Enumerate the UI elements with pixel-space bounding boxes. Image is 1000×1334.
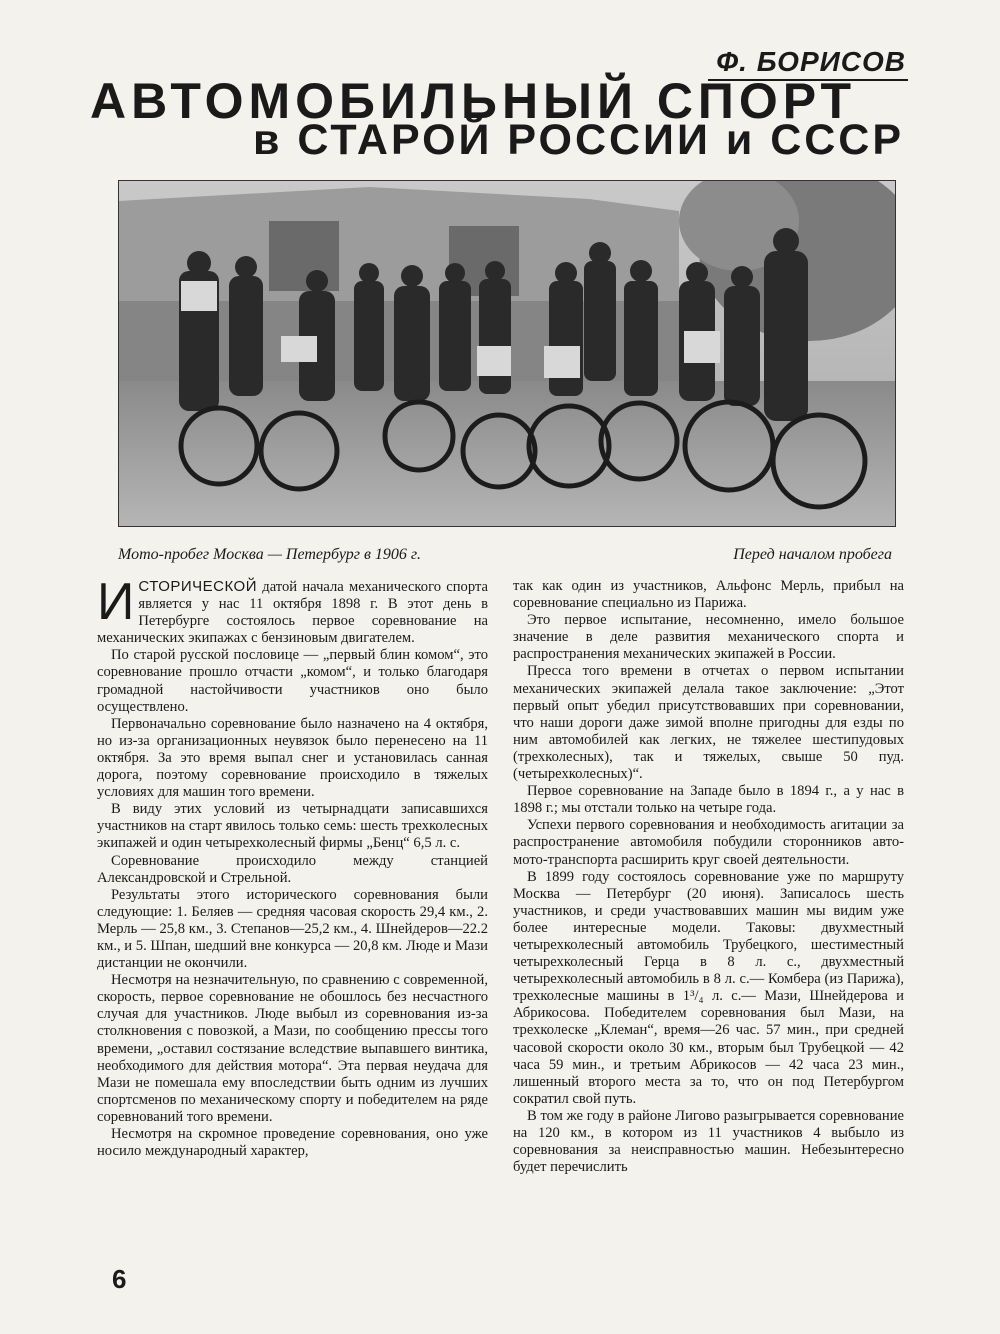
paragraph: Несмотря на незначительную, по сравнению с современной, скорость, первое соревнование не обошлось без несчастного случая для участников. Люде выбыл из соревнования из-за столкновения с повозкой, а Мази, по сообщению прессы того времени, „оставил состязание вследствие выпавшего винтика, необходимого для действия мотора“. Эта первая неудача для Мази не помешала ему впоследствии быть одним из лучших спортсменов по механическому спорту и победителем на ряде соревнований того времени. [97, 972, 488, 1125]
article-column-right [513, 578, 904, 1176]
article-title-line-1: АВТОМОБИЛЬНЫЙ СПОРТ [90, 73, 856, 129]
opening-word: СТОРИЧЕСКОЙ [138, 578, 258, 595]
paragraph: Первое соревнование на Западе было в 1894 г., а у нас в 1898 г.; мы отстали только на четыре года. [513, 783, 904, 817]
paragraph: В 1899 году состоялось соревнование уже по маршруту Москва — Петербург (20 июня). Записалось шесть участников, и среди участвовавших машин мы видим уже более интересные модели. Таковы: двухместный четырехколесный автомобиль Трубецкого, шестиместный четырехколесный Герца в 8 л. с., двухместный четырехколесный автомобиль в 8 л. с.— Комбера (из Парижа), трехколесные машины в 1³/₄ л. с.— Мази, Шнейдерова и Абрикосова. Победителем соревнования был Мази, на трехколеске „Клеман“, время—26 час. 57 мин., при средней часовой скорости около 30 км., вторым был Трубецкой — 42 часа 59 мин., и третьим Абрикосов — 42 часа 23 мин., лишенный второго места за то, что он под Петербургом сократил свой путь. [513, 868, 904, 1107]
drop-cap: И [97, 573, 135, 631]
paragraph: так как один из участников, Альфонс Мерль, прибыл на соревнование специально из Парижа. [513, 578, 904, 612]
paragraph: По старой русской пословице — „первый блин комом“, это соревнование прошло отчасти „комом“, и только благодаря громадной настойчивости участников оно было осуществлено. [97, 647, 488, 715]
article-column-left [97, 573, 488, 1160]
photo-caption-left: Мото-пробег Москва — Петербург в 1906 г. [118, 546, 421, 563]
paragraph: Соревнование происходило между станцией Александровской и Стрельной. [97, 852, 488, 886]
paragraph: Это первое испытание, несомненно, имело большое значение в деле развития механического спорта и распространения механических экипажей в России. [513, 612, 904, 663]
photo-caption-right: Перед началом пробега [733, 546, 892, 563]
motorcycle-rally-photo [118, 180, 896, 527]
paragraph-text: датой начала механического спорта является у нас 11 октября 1898 г. В этот день в Петербурге состоялось первое соревнование на механических экипажах с бензиновым двигателем. [97, 579, 488, 647]
paragraph: В виду этих условий из четырнадцати записавшихся участников на старт явилось только семь: шесть трехколесных экипажей и один четырехколесный фирмы „Бенц“ 6,5 л. с. [97, 801, 488, 852]
paragraph: Первоначально соревнование было назначено на 4 октября, но из-за организационных неувязок было перенесено на 11 октября. За это время выпал снег и установилась санная дорога, поэтому соревнование происходило в тяжелых условиях для машин того времени. [97, 715, 488, 801]
paragraph: В том же году в районе Лигово разыгрывается соревнование на 120 км., в котором из 11 участников 4 выбыло из соревнования за неисправностью машин. Небезынтересно будет перечислить [513, 1107, 904, 1176]
article-title-line-2: в СТАРОЙ РОССИИ и СССР [253, 116, 905, 164]
author-name: Ф. БОРИСОВ [708, 46, 908, 81]
paragraph: Успехи первого соревнования и необходимость агитации за распространение автомобиля побудили сторонников авто-мото-транспорта расширить круг своей деятельности. [513, 817, 904, 868]
paragraph [97, 573, 488, 647]
page-number: 6 [112, 1264, 127, 1294]
paragraph: Результаты этого исторического соревнования были следующие: 1. Беляев — средняя часовая скорость 29,4 км., 2. Мерль — 25,8 км., 3. Степанов—25,2 км., 4. Шнейдеров—22.2 км., и 5. Шпан, шедший вне конкурса — 20,8 км. Люде и Мази дистанции не окончили. [97, 886, 488, 972]
paragraph: Пресса того времени в отчетах о первом испытании механических экипажей делала такое заключение: „Этот первый опыт убедил присутствовавших при соревновании, что наши дороги даже зимой вполне пригодны для езды по ним автомобилей как легких, не тяжелее шестипудовых (трехколесных), так и тяжелых, свыше 50 пуд. (четырехколесных)“. [513, 663, 904, 783]
paragraph: Несмотря на скромное проведение соревнования, оно уже носило международный характер, [97, 1126, 488, 1160]
